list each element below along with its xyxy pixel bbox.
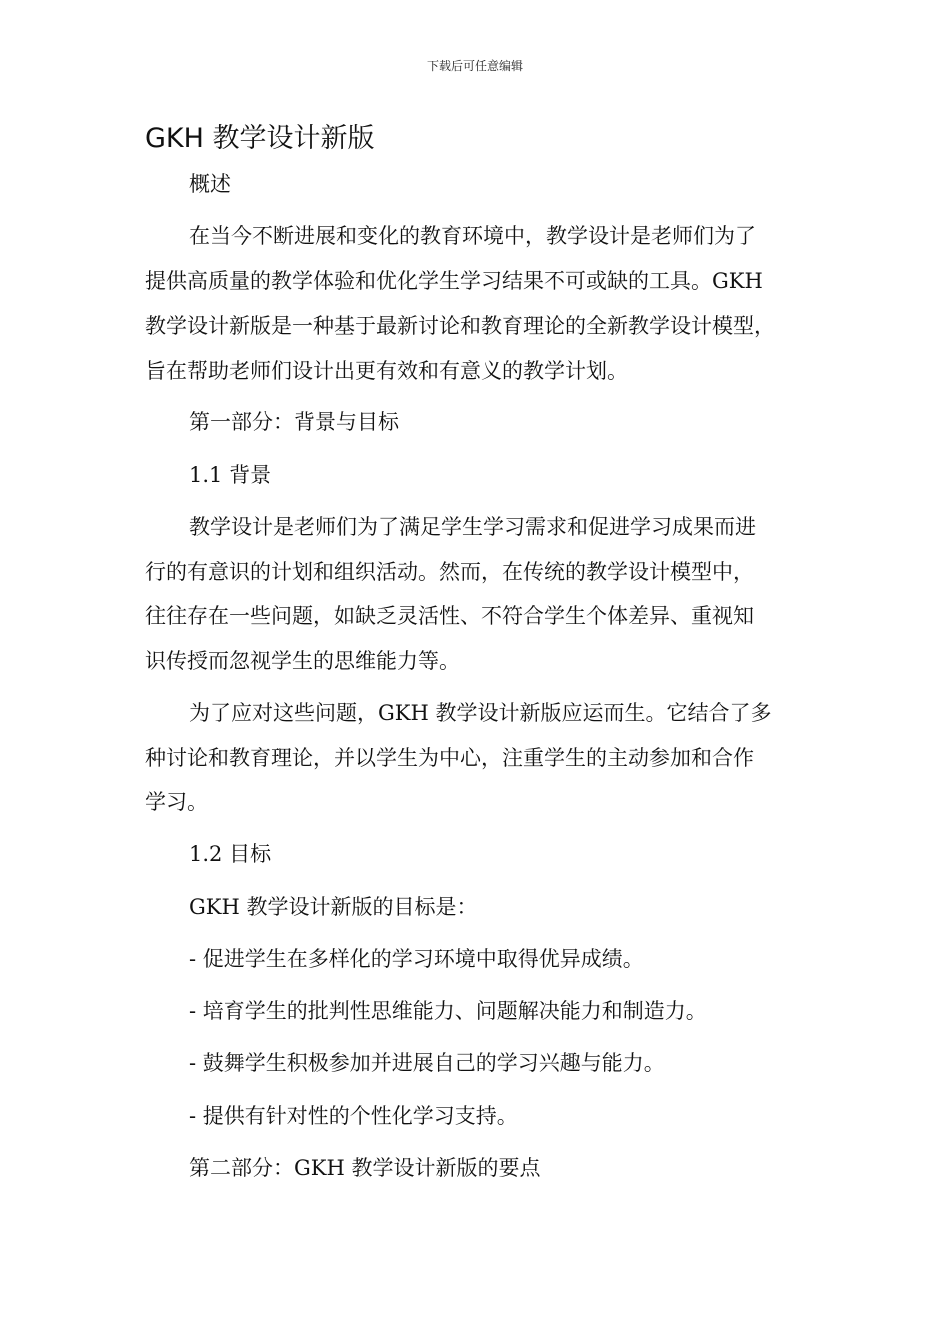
document-title: GKH 教学设计新版 [145,123,375,154]
paragraph-line: 教学设计新版是一种基于最新讨论和教育理论的全新教学设计模型， [145,314,775,338]
list-item: - 提供有针对性的个性化学习支持。 [189,1104,518,1128]
list-item: - 培育学生的批判性思维能力、问题解决能力和制造力。 [189,999,707,1023]
paragraph-line: 行的有意识的计划和组织活动。然而，在传统的教学设计模型中， [145,560,754,584]
subsection-heading: 1.2 目标 [189,842,272,866]
list-item: - 鼓舞学生积极参加并进展自己的学习兴趣与能力。 [189,1051,665,1075]
paragraph-line: 为了应对这些问题，GKH 教学设计新版应运而生。它结合了多 [189,701,772,725]
paragraph-line: 旨在帮助老师们设计出更有效和有意义的教学计划。 [145,359,628,383]
paragraph-line: 教学设计是老师们为了满足学生学习需求和促进学习成果而进 [189,515,756,539]
goals-intro: GKH 教学设计新版的目标是： [189,895,478,919]
header-note: 下载后可任意编辑 [426,59,523,73]
paragraph-line: 种讨论和教育理论，并以学生为中心，注重学生的主动参加和合作 [145,746,754,770]
paragraph-line: 识传授而忽视学生的思维能力等。 [145,649,460,673]
overview-heading: 概述 [189,172,231,196]
section-heading: 第一部分：背景与目标 [189,410,399,434]
subsection-heading: 1.1 背景 [189,463,272,487]
paragraph-line: 往往存在一些问题，如缺乏灵活性、不符合学生个体差异、重视知 [145,604,754,628]
list-item: - 促进学生在多样化的学习环境中取得优异成绩。 [189,947,644,971]
paragraph-line: 提供高质量的教学体验和优化学生学习结果不可或缺的工具。GKH [145,269,763,293]
section-heading: 第二部分：GKH 教学设计新版的要点 [189,1156,541,1180]
paragraph-line: 在当今不断进展和变化的教育环境中，教学设计是老师们为了 [189,224,756,248]
paragraph-line: 学习。 [145,790,208,814]
